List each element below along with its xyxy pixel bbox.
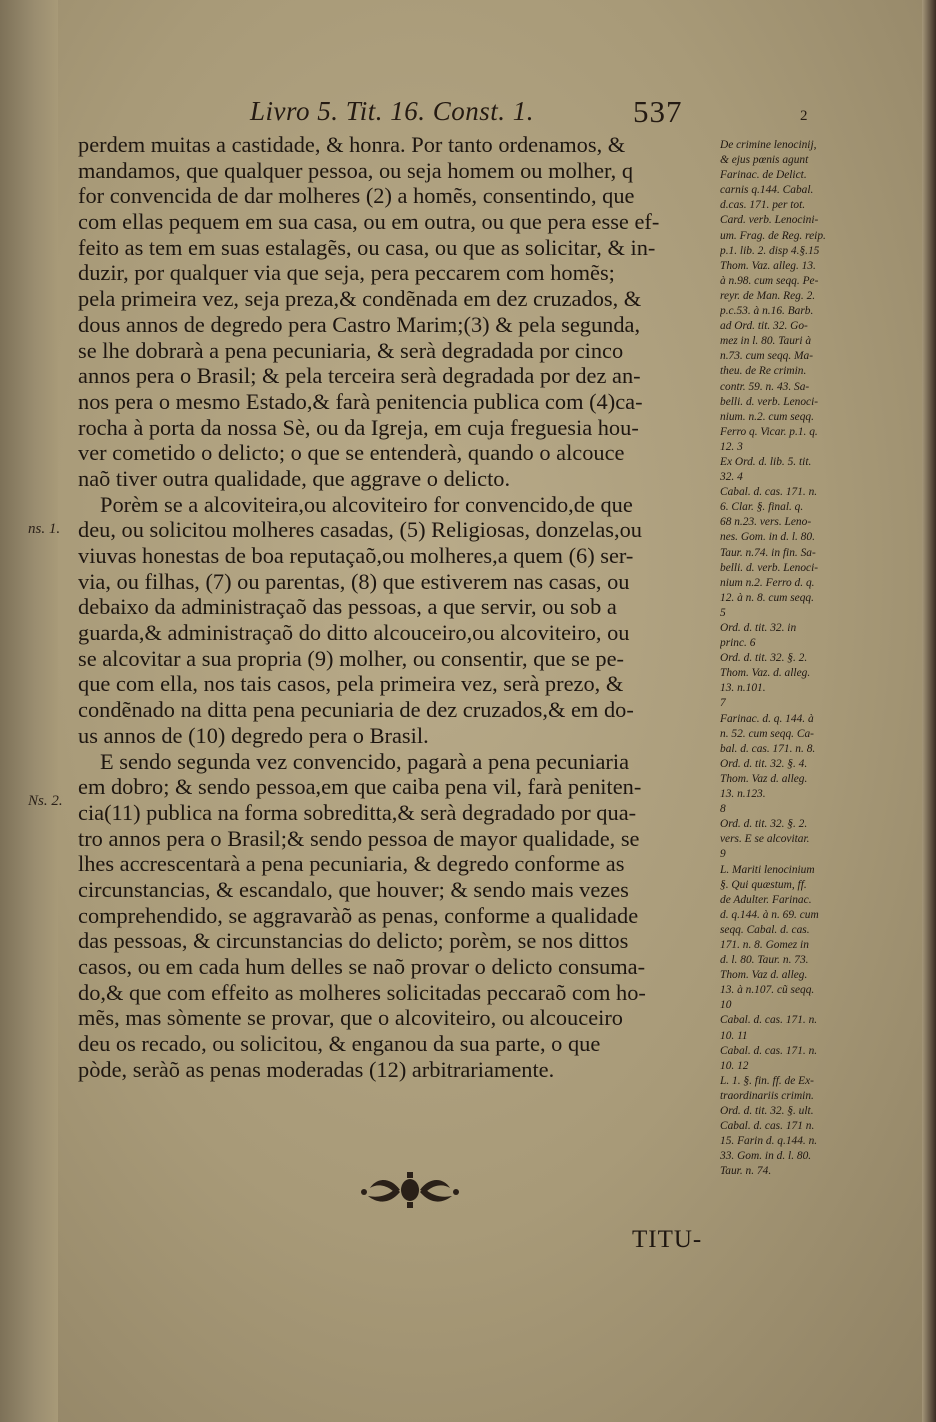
margin-note-line: à n.98. cum seqq. Pe-	[720, 274, 819, 287]
margin-note-line: carnis q.144. Cabal.	[720, 184, 814, 197]
margin-note-line: princ. 6	[720, 637, 756, 650]
text-line: dous annos de degredo pera Castro Marim;(3) & pela segunda,	[78, 311, 641, 337]
text-line: naõ tiver outra qualidade, que aggrave o delicto.	[78, 465, 511, 491]
text-line: se alcovitar a sua propria (9) molher, ou consentir, que se pe-	[78, 645, 624, 671]
margin-note-line: L. 1. §. fin. ff. de Ex-	[720, 1074, 814, 1087]
margin-note-line: Cabal. d. cas. 171 n.	[720, 1120, 815, 1133]
text-line: annos pera o Brasil; & pela terceira serà degradada por dez an-	[78, 363, 641, 389]
margin-note-line: seqq. Cabal. d. cas.	[720, 923, 810, 936]
text-line: com ellas pequem em sua casa, ou em outra, ou que pera esse ef-	[78, 209, 660, 235]
margin-note-line: contr. 59. n. 43. Sa-	[720, 380, 810, 393]
text-line: lhes accrescentarà a pena pecuniaria, & degredo conforme as	[78, 851, 625, 877]
margin-note-line: Thom. Vaz. d. alleg.	[720, 667, 811, 680]
margin-note-line: 32. 4	[720, 471, 743, 484]
text-line: se lhe dobrarà a pena pecuniaria, & serà degradada por cinco	[78, 337, 624, 363]
margin-note-line: 10. 12	[720, 1059, 749, 1072]
text-line: mandamos, que qualquer pessoa, ou seja homem ou molher, q	[78, 157, 634, 183]
margin-note-line: 68 n.23. vers. Leno-	[720, 516, 812, 529]
margin-note-line: Thom. Vaz d. alleg.	[720, 772, 808, 785]
margin-note-line: traordinariis crimin.	[720, 1089, 814, 1102]
margin-note-line: Cabal. d. cas. 171. n.	[720, 1014, 818, 1027]
text-line: condẽnado na ditta pena pecuniaria de dez cruzados,& em do-	[78, 697, 634, 723]
text-line: em dobro; & sendo pessoa,em que caiba pena vil, farà peniten-	[78, 774, 642, 800]
text-line: duzir, por qualquer via que seja, pera peccarem com homẽs;	[78, 260, 615, 286]
margin-note-line: vers. E se alcovitar.	[720, 833, 810, 846]
text-line: deu, ou solicitou molheres casadas, (5) Religiosas, donzelas,ou	[78, 517, 642, 543]
margin-marker-1: ns. 1.	[28, 521, 61, 537]
margin-note-line: theu. de Re crimin.	[720, 365, 807, 378]
margin-note-line: §. Qui quæstum, ff.	[720, 878, 807, 891]
fleuron-ornament-icon	[360, 1170, 460, 1210]
margin-note-line: 15. Farin d. q.144. n.	[720, 1135, 818, 1148]
margin-note-line: p.c.53. à n.16. Barb.	[720, 305, 814, 318]
margin-note-line: d. l. 80. Taur. n. 73.	[720, 954, 809, 967]
text-line: nos pera o mesmo Estado,& farà penitencia publica com (4)ca-	[78, 388, 643, 414]
text-line: cia(11) publica na forma sobreditta,& serà degradado por qua-	[78, 799, 637, 825]
text-line: ver cometido o delicto; o que se entenderà, quando o alcouce	[78, 440, 625, 466]
text-line: perdem muitas a castidade, & honra. Por tanto ordenamos, &	[78, 132, 626, 157]
margin-note-line: 12. à n. 8. cum seqq.	[720, 591, 814, 604]
margin-note-line: um. Frag. de Reg. reip.	[720, 229, 826, 242]
text-line: viuvas honestas de boa reputaçaõ,ou molheres,a quem (6) ser-	[78, 543, 634, 568]
margin-note-line: d. q.144. à n. 69. cum	[720, 908, 819, 921]
margin-note-line: Cabal. d. cas. 171. n.	[720, 486, 818, 499]
margin-note-line: n. 52. cum seqq. Ca-	[720, 727, 814, 740]
margin-note-line: d.cas. 171. per tot.	[720, 199, 806, 212]
text-line: via, ou filhas, (7) ou parentas, (8) que estiverem nas casas, ou	[78, 568, 630, 594]
margin-note-line: Card. verb. Lenocini-	[720, 214, 819, 227]
text-line: circunstancias, & escandalo, que houver; & sendo mais vezes	[78, 876, 629, 902]
margin-note-line: Ord. d. tit. 32. §. 2.	[720, 818, 808, 831]
margin-note-line: L. Mariti lenocinium	[720, 863, 815, 876]
main-text-column	[78, 132, 714, 1082]
margin-note-line: belli. d. verb. Lenoci-	[720, 561, 819, 574]
paragraph-start-line: Porèm se a alcoviteira,ou alcoviteiro for convencido,de que	[100, 491, 633, 517]
text-line: feito as tem em suas estalagẽs, ou casa, ou que as solicitar, & in-	[78, 234, 656, 260]
margin-note-line: belli. d. verb. Lenoci-	[720, 395, 819, 408]
text-line: pòde, seràõ as penas moderadas (12) arbitrariamente.	[78, 1056, 555, 1082]
margin-note-line: Thom. Vaz. alleg. 13.	[720, 259, 816, 272]
text-line: tro annos pera o Brasil;& sendo pessoa de mayor qualidade, se	[78, 825, 640, 851]
margin-note-line: Ord. d. tit. 32. §. 2.	[720, 652, 808, 665]
margin-note-line: 171. n. 8. Gomez in	[720, 938, 809, 951]
paragraph-start-line: E sendo segunda vez convencido, pagarà a pena pecuniaria	[100, 748, 630, 774]
margin-note-line: Taur. n. 74.	[720, 1165, 772, 1178]
margin-note-line: Thom. Vaz d. alleg.	[720, 969, 808, 982]
margin-note-line: 6. Clar. §. final. q.	[720, 501, 804, 514]
text-line: comprehendido, se aggravaràõ as penas, conforme a qualidade	[78, 902, 639, 928]
text-line: casos, ou em cada hum delles se naõ provar o delicto consuma-	[78, 954, 646, 979]
catchword: TITU-	[632, 1226, 703, 1253]
text-line: mẽs, mas sòmente se provar, que o alcoviteiro, ou alcouceiro	[78, 1005, 624, 1031]
margin-note-line: Farinac. d. q. 144. à	[720, 712, 814, 725]
page-edge	[922, 0, 936, 1422]
margin-note-line: Ferro q. Vicar. p.1. q.	[720, 425, 818, 438]
margin-note-line: bal. d. cas. 171. n. 8.	[720, 742, 816, 755]
margin-note-line: 8	[720, 803, 726, 816]
text-line: us annos de (10) degredo pera o Brasil.	[78, 722, 429, 748]
margin-note-line: nium. n.2. cum seqq.	[720, 410, 814, 423]
margin-note-line: ad Ord. tit. 32. Go-	[720, 320, 808, 333]
text-line: guarda,& administraçaõ do ditto alcouceiro,ou alcoviteiro, ou	[78, 620, 630, 646]
margin-note-line: 5	[720, 606, 726, 619]
margin-marker-2: Ns. 2.	[28, 793, 63, 809]
margin-note-line: Ord. d. tit. 32. §. 4.	[720, 757, 808, 770]
page-header	[0, 96, 936, 136]
text-line: for convencida de dar molheres (2) a homẽs, consentindo, que	[78, 183, 635, 209]
running-title: Livro 5. Tit. 16. Const. 1.	[250, 96, 535, 126]
margin-note-line: 7	[720, 697, 726, 710]
text-line: pela primeira vez, seja preza,& condẽnada em dez cruzados, &	[78, 286, 642, 312]
margin-note-line: 13. n.123.	[720, 788, 766, 801]
margin-note-line: p.1. lib. 2. disp 4.§.15	[720, 244, 820, 257]
margin-note-line: n.73. cum seqq. Ma-	[720, 350, 814, 363]
margin-note-line: Taur. n.74. in fin. Sa-	[720, 546, 816, 559]
margin-note-line: Farinac. de Delict.	[720, 169, 807, 182]
text-line: do,& que com effeito as molheres solicitadas peccaraõ com ho-	[78, 979, 646, 1005]
margin-note-line: de Adulter. Farinac.	[720, 893, 812, 906]
margin-note-line: mez in l. 80. Tauri à	[720, 335, 812, 348]
page-gutter-shadow	[0, 0, 61, 1422]
margin-note-line: De crimine lenocinij,	[720, 139, 817, 151]
text-line: debaixo da administraçaõ das pessoas, a que servir, ou sob a	[78, 594, 617, 620]
margin-note-line: 13. n.101.	[720, 682, 766, 695]
margin-note-line: 10. 11	[720, 1029, 748, 1042]
text-line: das pessoas, & circunstancias do delicto; porèm, se nos dittos	[78, 928, 629, 954]
margin-note-line: nes. Gom. in d. l. 80.	[720, 531, 815, 544]
page-number: 537	[633, 94, 683, 129]
margin-note-line: 33. Gom. in d. l. 80.	[720, 1150, 812, 1163]
margin-note-line: Ord. d. tit. 32. §. ult.	[720, 1105, 814, 1117]
margin-note-line: Cabal. d. cas. 171. n.	[720, 1044, 818, 1057]
margin-note-line: & ejus pœnis agunt	[720, 154, 809, 167]
margin-note-line: 9	[720, 848, 726, 861]
margin-note-line: 12. 3	[720, 440, 743, 453]
text-line: que com ella, nos tais casos, pela primeira vez, serà prezo, &	[78, 671, 624, 697]
margin-note-line: Ex Ord. d. lib. 5. tit.	[720, 455, 812, 468]
margin-notes-column	[720, 138, 840, 1179]
margin-note-line: 13. à n.107. cũ seqq.	[720, 984, 815, 997]
corner-number: 2	[800, 108, 808, 124]
margin-note-line: Ord. d. tit. 32. in	[720, 622, 797, 634]
margin-note-line: nium n.2. Ferro d. q.	[720, 576, 815, 589]
text-line: rocha à porta da nossa Sè, ou da Igreja, em cuja freguesia hou-	[78, 414, 639, 440]
margin-note-line: reyr. de Man. Reg. 2.	[720, 289, 816, 302]
text-line: deu os recado, ou solicitou, & enganou da sua parte, o que	[78, 1031, 601, 1057]
margin-note-line: 10	[720, 999, 732, 1012]
